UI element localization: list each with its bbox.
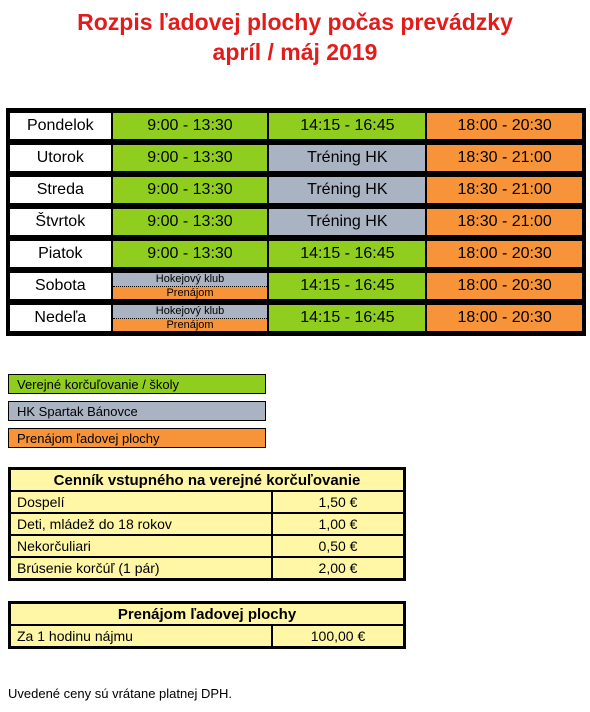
price-value: 1,50 €	[272, 491, 404, 513]
pricing-header: Cenník vstupného na verejné korčuľovanie	[10, 469, 404, 491]
table-row	[9, 304, 583, 332]
slot-afternoon: Tréning HK	[268, 144, 426, 172]
table-row	[9, 208, 583, 236]
price-label: Brúsenie korčúľ (1 pár)	[10, 557, 272, 579]
table-row	[10, 513, 404, 535]
table-row	[9, 272, 583, 300]
slot-afternoon: Tréning HK	[268, 208, 426, 236]
table-row	[9, 144, 583, 172]
pricing-table	[8, 467, 406, 581]
day-cell: Sobota	[9, 272, 112, 300]
table-row	[9, 240, 583, 268]
table-row	[10, 625, 404, 647]
table-row	[10, 491, 404, 513]
slot-evening: 18:30 - 21:00	[426, 176, 583, 204]
slot-evening: 18:00 - 20:30	[426, 272, 583, 300]
price-value: 2,00 €	[272, 557, 404, 579]
slot-afternoon: 14:15 - 16:45	[268, 112, 426, 140]
legend-public: Verejné korčuľovanie / školy	[8, 374, 266, 394]
slot-evening: 18:30 - 21:00	[426, 144, 583, 172]
slot-evening: 18:00 - 20:30	[426, 304, 583, 332]
legend-rental: Prenájom ľadovej plochy	[8, 428, 266, 448]
price-value: 0,50 €	[272, 535, 404, 557]
table-row	[10, 469, 404, 491]
slot-evening: 18:00 - 20:30	[426, 240, 583, 268]
vat-note: Uvedené ceny sú vrátane platnej DPH.	[8, 686, 233, 701]
day-cell: Štvrtok	[9, 208, 112, 236]
slot-afternoon: 14:15 - 16:45	[268, 304, 426, 332]
slot-morning: 9:00 - 13:30	[112, 112, 269, 140]
slot-afternoon: 14:15 - 16:45	[268, 240, 426, 268]
slot-afternoon: Tréning HK	[268, 176, 426, 204]
table-row	[9, 112, 583, 140]
price-value: 100,00 €	[272, 625, 404, 647]
slot-morning: 9:00 - 13:30	[112, 176, 269, 204]
price-value: 1,00 €	[272, 513, 404, 535]
slot-morning-split	[112, 304, 269, 332]
slot-rental-label: Prenájom	[113, 319, 268, 332]
slot-morning: 9:00 - 13:30	[112, 208, 269, 236]
rental-price-table	[8, 601, 406, 649]
day-cell: Pondelok	[9, 112, 112, 140]
slot-morning: 9:00 - 13:30	[112, 240, 269, 268]
day-cell: Nedeľa	[9, 304, 112, 332]
slot-afternoon: 14:15 - 16:45	[268, 272, 426, 300]
day-cell: Utorok	[9, 144, 112, 172]
table-row	[10, 535, 404, 557]
price-label: Dospelí	[10, 491, 272, 513]
slot-evening: 18:30 - 21:00	[426, 208, 583, 236]
table-row	[10, 603, 404, 625]
table-row	[10, 557, 404, 579]
slot-evening: 18:00 - 20:30	[426, 112, 583, 140]
day-cell: Streda	[9, 176, 112, 204]
day-cell: Piatok	[9, 240, 112, 268]
page-title: Rozpis ľadovej plochy počas prevádzky	[77, 9, 513, 35]
slot-morning: 9:00 - 13:30	[112, 144, 269, 172]
slot-rental-label: Prenájom	[113, 287, 268, 300]
price-label: Nekorčuliari	[10, 535, 272, 557]
schedule-table	[6, 108, 586, 336]
table-row	[9, 176, 583, 204]
legend-hk: HK Spartak Bánovce	[8, 401, 266, 421]
slot-hk-label: Hokejový klub	[113, 273, 268, 287]
rental-header: Prenájom ľadovej plochy	[10, 603, 404, 625]
slot-morning-split	[112, 272, 269, 300]
slot-hk-label: Hokejový klub	[113, 305, 268, 319]
price-label: Deti, mládež do 18 rokov	[10, 513, 272, 535]
price-label: Za 1 hodinu nájmu	[10, 625, 272, 647]
page-subtitle: apríl / máj 2019	[212, 39, 378, 65]
